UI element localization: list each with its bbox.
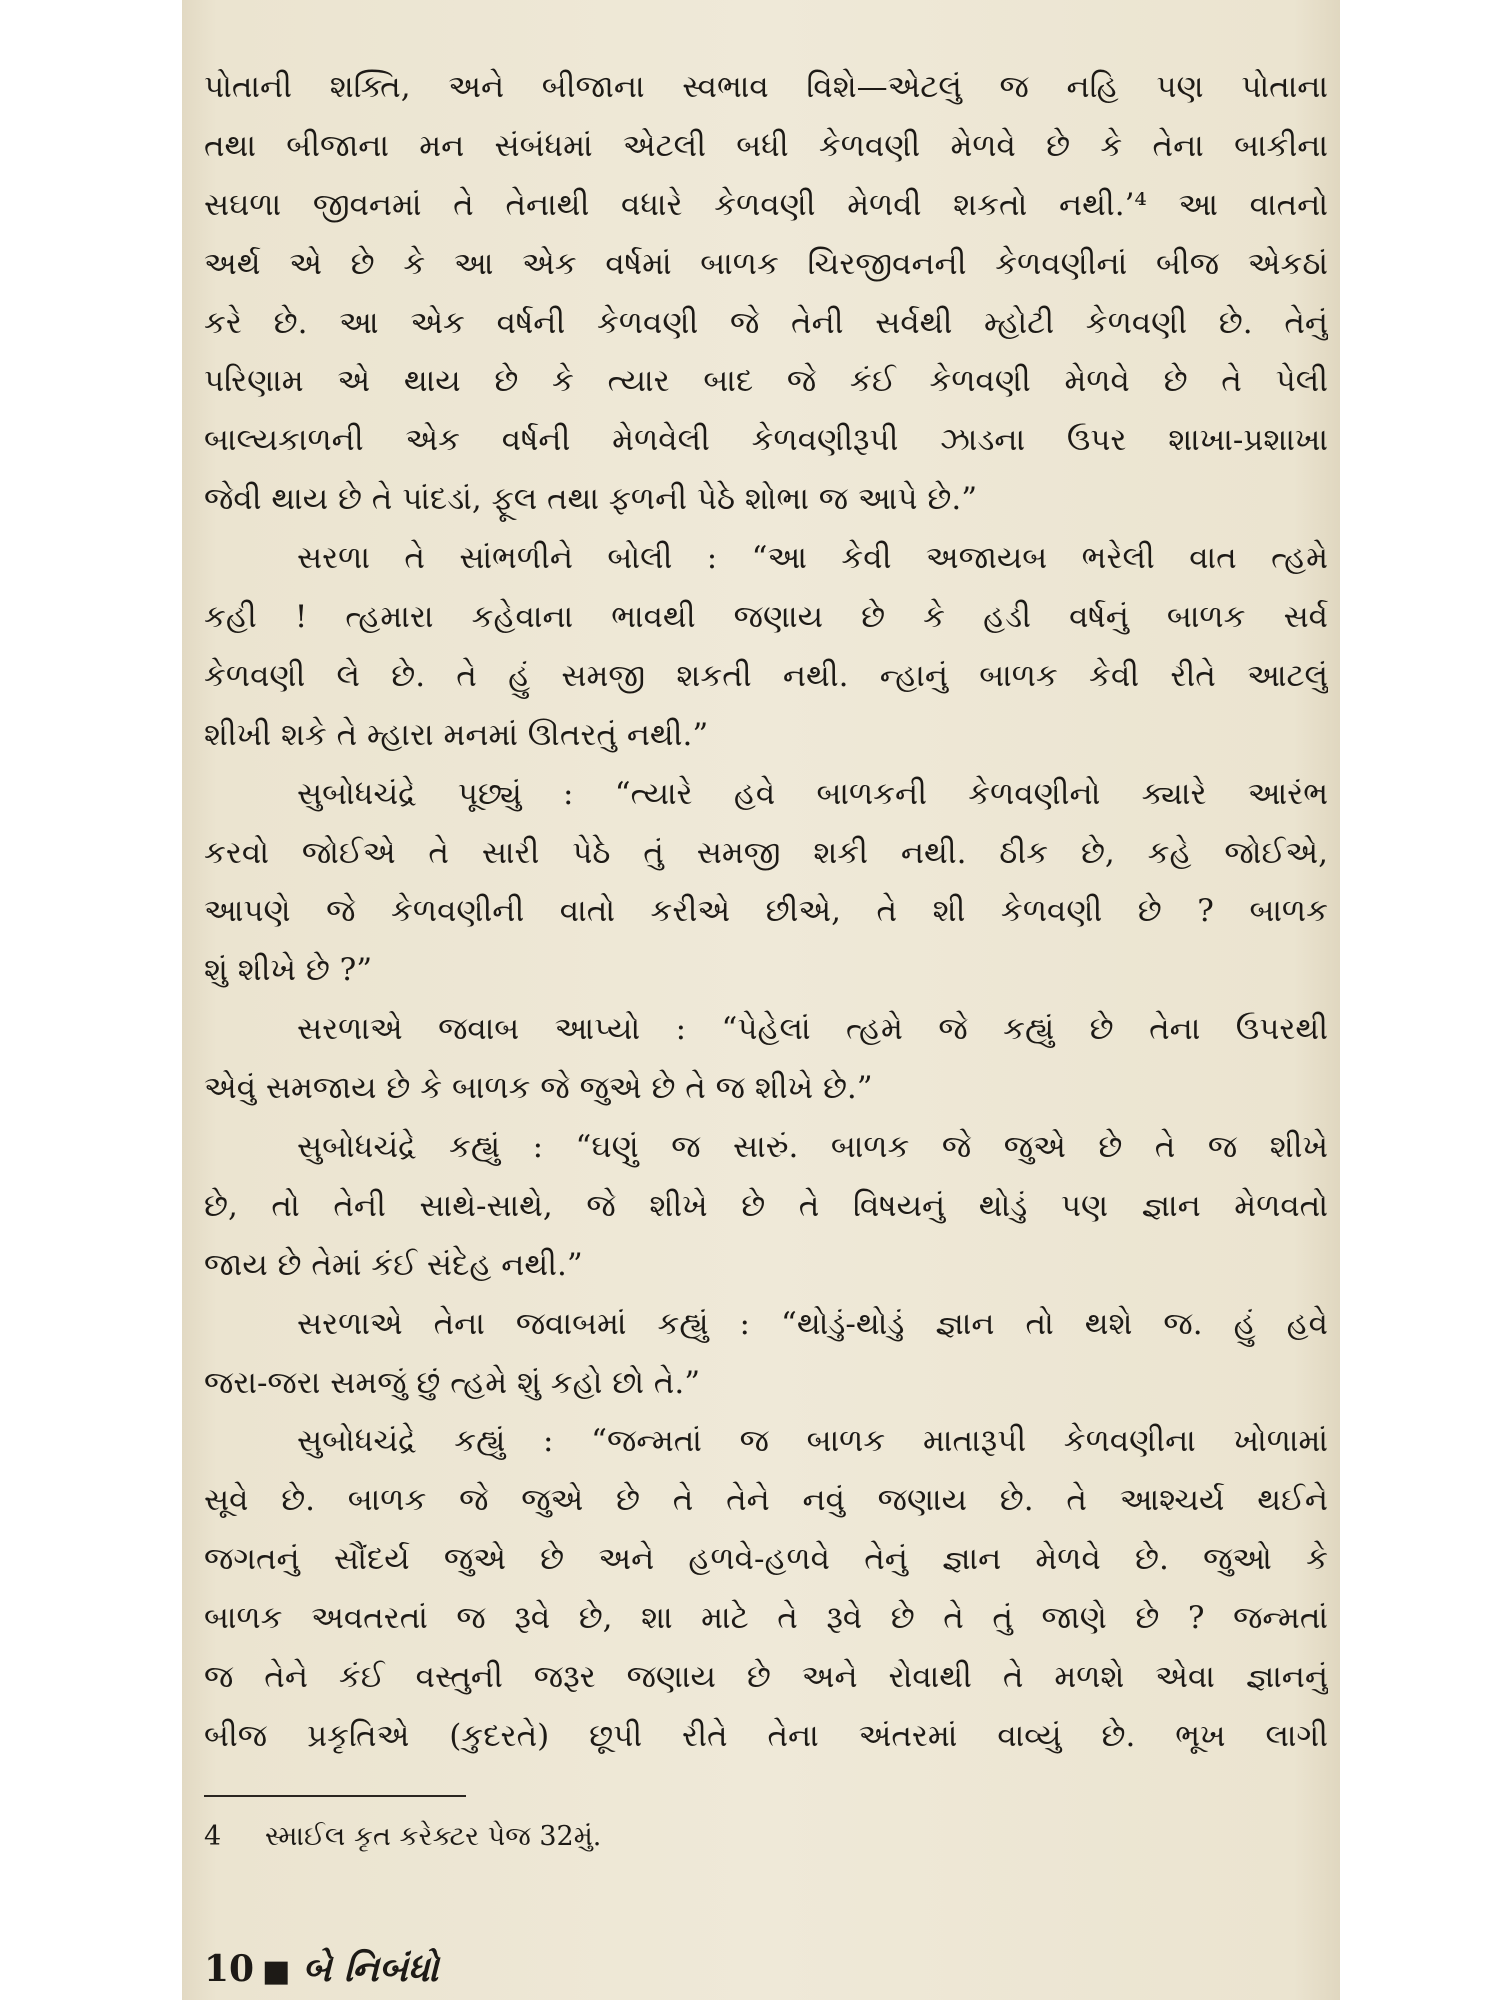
- text-line: બીજ પ્રકૃતિએ (કુદરતે) છૂપી રીતે તેના અંતરમાં વાવ્યું છે. ભૂખ લાગી: [204, 1717, 1328, 1754]
- book-page: [182, 0, 1340, 2000]
- text-line: કહી ! ત્હમારા કહેવાના ભાવથી જણાય છે કે હડી વર્ષનું બાળક સર્વ: [204, 599, 1328, 636]
- text-line: કેળવણી લે છે. તે હું સમજી શકતી નથી. ન્હાનું બાળક કેવી રીતે આટલું: [204, 657, 1328, 694]
- body-text: [204, 58, 1328, 1766]
- text-line: સરળાએ તેના જવાબમાં કહ્યું : “થોડું-થોડું જ્ઞાન તો થશે જ. હું હવે: [297, 1305, 1328, 1342]
- text-line: જાય છે તેમાં કંઈ સંદેહ નથી.”: [204, 1246, 583, 1283]
- text-line: સરળાએ જવાબ આપ્યો : “પેહેલાં ત્હમે જે કહ્યું છે તેના ઉપરથી: [297, 1011, 1328, 1048]
- paragraph-continues: [204, 1412, 1328, 1765]
- text-line: જ તેને કંઈ વસ્તુની જરૂર જણાય છે અને રોવાથી તે મળશે એવા જ્ઞાનનું: [204, 1659, 1328, 1696]
- text-line: સુબોધચંદ્રે કહ્યું : “ઘણું જ સારું. બાળક જે જુએ છે તે જ શીખે: [297, 1129, 1328, 1166]
- text-line: પોતાની શક્તિ, અને બીજાના સ્વભાવ વિશે—એટલું જ નહિ પણ પોતાના: [204, 69, 1328, 105]
- text-line: શું શીખે છે ?”: [204, 952, 373, 989]
- text-line: જેવી થાય છે તે પાંદડાં, ફૂલ તથા ફળની પેઠે શોભા જ આપે છે.”: [204, 481, 978, 518]
- text-line: સરળા તે સાંભળીને બોલી : “આ કેવી અજાયબ ભરેલી વાત ત્હમે: [297, 540, 1328, 577]
- text-line: કરવો જોઈએ તે સારી પેઠે તું સમજી શકી નથી. ઠીક છે, કહે જોઈએ,: [204, 834, 1328, 871]
- paragraph: [204, 765, 1328, 1001]
- text-line: સુબોધચંદ્રે પૂછ્યું : “ત્યારે હવે બાળકની કેળવણીનો ક્યારે આરંભ: [297, 775, 1328, 812]
- book-title: બે નિબંધો: [302, 1948, 439, 1990]
- square-icon: ■: [262, 1954, 291, 1989]
- footnote-number: 4: [204, 1821, 222, 1852]
- paragraph-continued: [204, 58, 1328, 529]
- text-line: સુબોધચંદ્રે કહ્યું : “જન્મતાં જ બાળક માતારૂપી કેળવણીના ખોળામાં: [297, 1423, 1328, 1460]
- page-footer: [204, 1946, 438, 1992]
- paragraph: [204, 529, 1328, 765]
- text-line: સઘળા જીવનમાં તે તેનાથી વધારે કેળવણી મેળવી શકતો નથી.’⁴ આ વાતનો: [204, 186, 1328, 223]
- footnote-text: સ્માઈલ કૃત કરેક્ટર પેજ 32મું.: [265, 1821, 602, 1852]
- text-line: જગતનું સૌંદર્ય જુએ છે અને હળવે-હળવે તેનું જ્ઞાન મેળવે છે. જુઓ કે: [204, 1541, 1328, 1578]
- footnote: [204, 1817, 601, 1857]
- text-line: કરે છે. આ એક વર્ષની કેળવણી જે તેની સર્વથી મ્હોટી કેળવણી છે. તેનું: [204, 304, 1328, 341]
- text-line: બાલ્યકાળની એક વર્ષની મેળવેલી કેળવણીરૂપી ઝાડના ઉપર શાખા-પ્રશાખા: [204, 422, 1328, 459]
- footnote-rule: [204, 1795, 466, 1797]
- text-line: તથા બીજાના મન સંબંધમાં એટલી બધી કેળવણી મેળવે છે કે તેના બાકીના: [204, 127, 1328, 164]
- paragraph: [204, 1118, 1328, 1295]
- paragraph: [204, 1000, 1328, 1118]
- paragraph: [204, 1295, 1328, 1413]
- text-line: જરા-જરા સમજું છું ત્હમે શું કહો છો તે.”: [204, 1364, 701, 1401]
- text-line: સૂવે છે. બાળક જે જુએ છે તે તેને નવું જણાય છે. તે આશ્ચર્ય થઈને: [204, 1482, 1328, 1519]
- text-line: છે, તો તેની સાથે-સાથે, જે શીખે છે તે વિષયનું થોડું પણ જ્ઞાન મેળવતો: [204, 1187, 1328, 1224]
- text-line: આપણે જે કેળવણીની વાતો કરીએ છીએ, તે શી કેળવણી છે ? બાળક: [204, 893, 1328, 930]
- text-line: શીખી શકે તે મ્હારા મનમાં ઊતરતું નથી.”: [204, 716, 709, 753]
- text-line: બાળક અવતરતાં જ રૂવે છે, શા માટે તે રૂવે છે તે તું જાણે છે ? જન્મતાં: [204, 1600, 1328, 1637]
- text-line: પરિણામ એ થાય છે કે ત્યાર બાદ જે કંઈ કેળવણી મેળવે છે તે પેલી: [204, 363, 1328, 400]
- text-line: એવું સમજાય છે કે બાળક જે જુએ છે તે જ શીખે છે.”: [204, 1070, 873, 1107]
- page-number: 10: [204, 1948, 255, 1990]
- text-line: અર્થ એ છે કે આ એક વર્ષમાં બાળક ચિરજીવનની કેળવણીનાં બીજ એકઠાં: [204, 245, 1328, 282]
